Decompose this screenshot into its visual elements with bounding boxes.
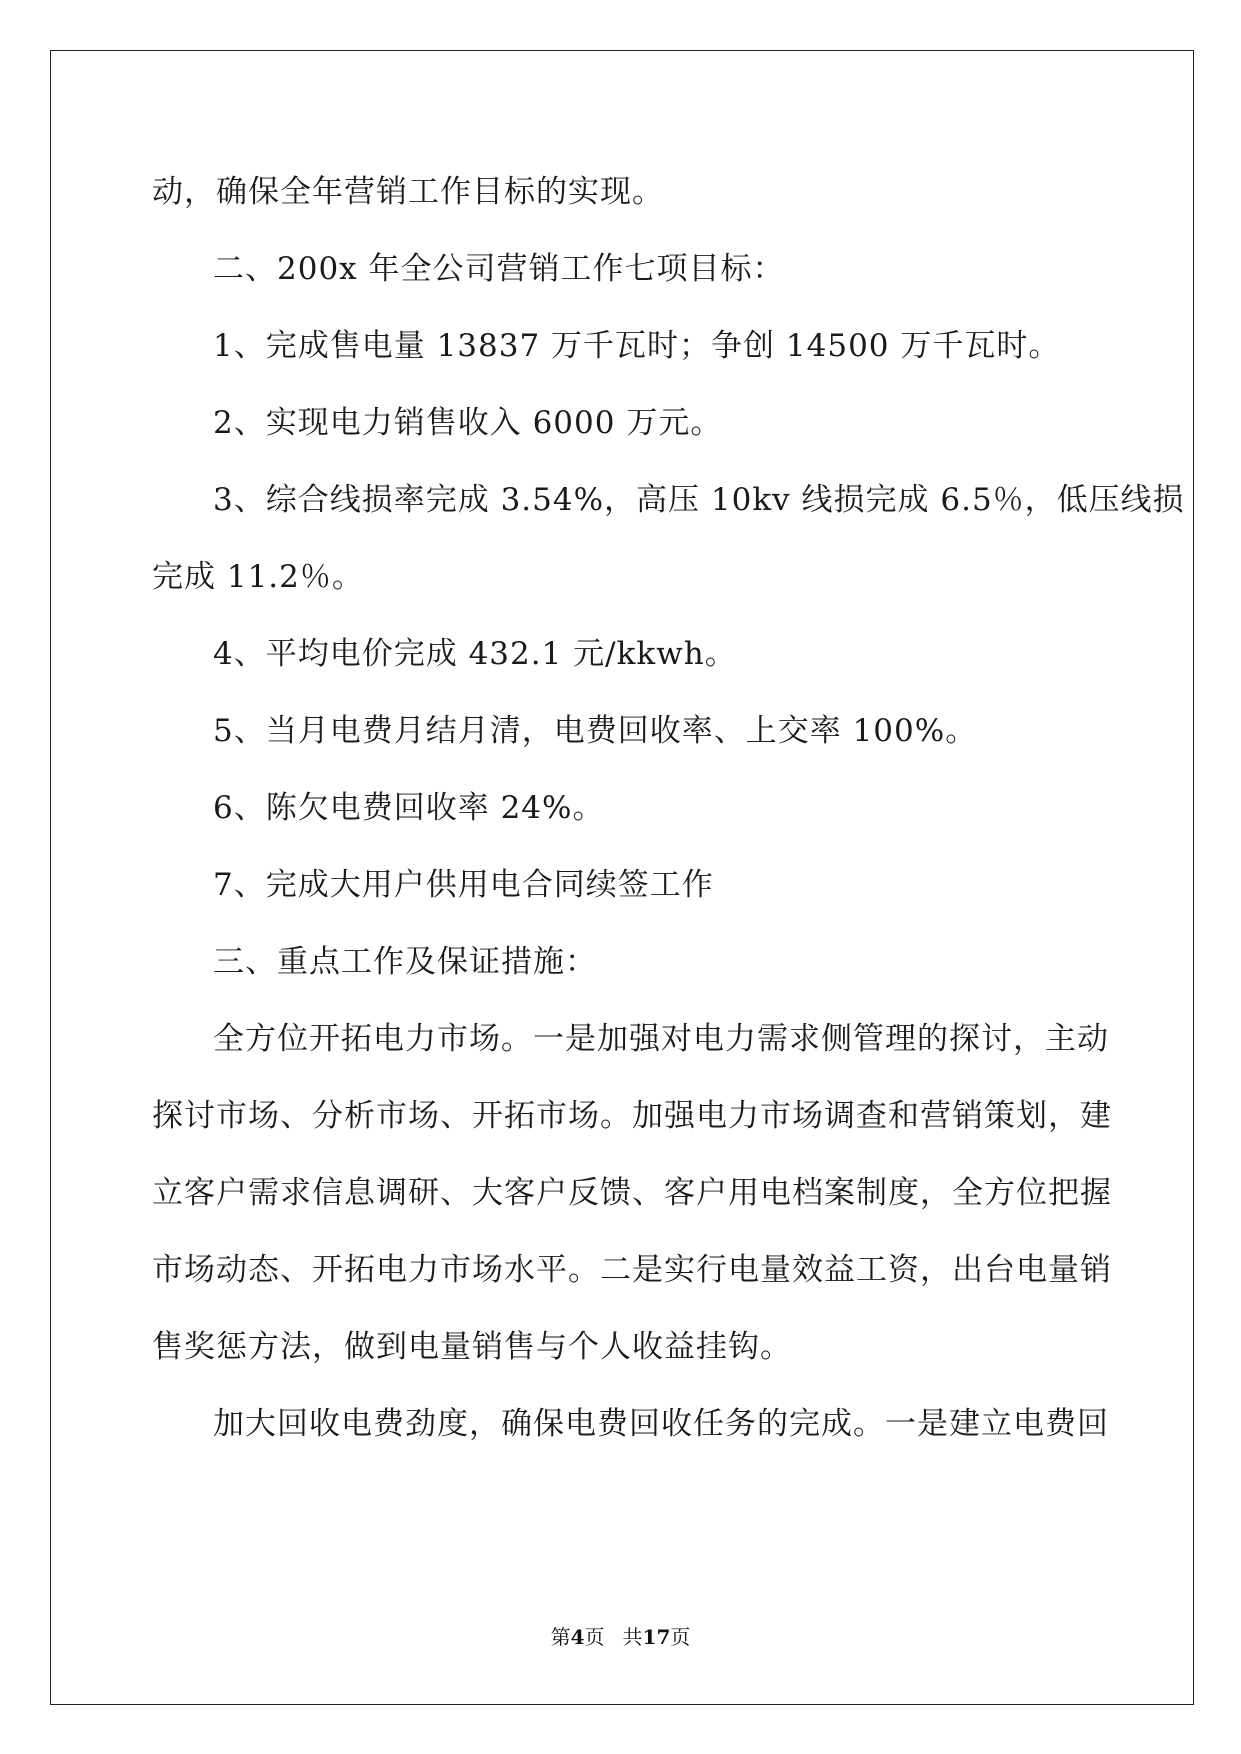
footer-page-prefix: 第 bbox=[550, 1625, 571, 1649]
list-item: 6、陈欠电费回收率 24%。 bbox=[213, 790, 605, 826]
list-item: 3、综合线损率完成 3.54%，高压 10kv 线损完成 6.5％，低压线损 bbox=[213, 482, 1185, 518]
paragraph-line: 市场动态、开拓电力市场水平。二是实行电量效益工资，出台电量销 bbox=[152, 1252, 1112, 1288]
list-item: 5、当月电费月结月清，电费回收率、上交率 100%。 bbox=[213, 713, 978, 749]
footer-page-current: 4 bbox=[570, 1625, 585, 1649]
footer-page-total: 17 bbox=[642, 1625, 671, 1649]
paragraph-line: 动，确保全年营销工作目标的实现。 bbox=[152, 174, 664, 210]
paragraph-line: 全方位开拓电力市场。一是加强对电力需求侧管理的探讨，主动 bbox=[213, 1021, 1109, 1057]
list-item: 2、实现电力销售收入 6000 万元。 bbox=[213, 405, 723, 441]
footer-total-suffix: 页 bbox=[670, 1625, 691, 1649]
paragraph-line: 售奖惩方法，做到电量销售与个人收益挂钩。 bbox=[152, 1329, 792, 1365]
list-item-continuation: 完成 11.2％。 bbox=[152, 559, 364, 595]
paragraph-line: 立客户需求信息调研、大客户反馈、客户用电档案制度，全方位把握 bbox=[152, 1175, 1112, 1211]
footer-total-prefix: 共 bbox=[622, 1625, 643, 1649]
paragraph-line: 探讨市场、分析市场、开拓市场。加强电力市场调查和营销策划，建 bbox=[152, 1098, 1112, 1134]
section-heading: 二、200x 年全公司营销工作七项目标： bbox=[213, 251, 785, 287]
list-item: 4、平均电价完成 432.1 元/kkwh。 bbox=[213, 636, 737, 672]
paragraph-line: 加大回收电费劲度，确保电费回收任务的完成。一是建立电费回 bbox=[213, 1406, 1109, 1442]
list-item: 1、完成售电量 13837 万千瓦时；争创 14500 万千瓦时。 bbox=[213, 328, 1061, 364]
list-item: 7、完成大用户供用电合同续签工作 bbox=[213, 867, 714, 903]
page-footer bbox=[0, 1625, 1241, 1649]
section-heading: 三、重点工作及保证措施： bbox=[213, 944, 597, 980]
footer-page-suffix: 页 bbox=[584, 1625, 605, 1649]
